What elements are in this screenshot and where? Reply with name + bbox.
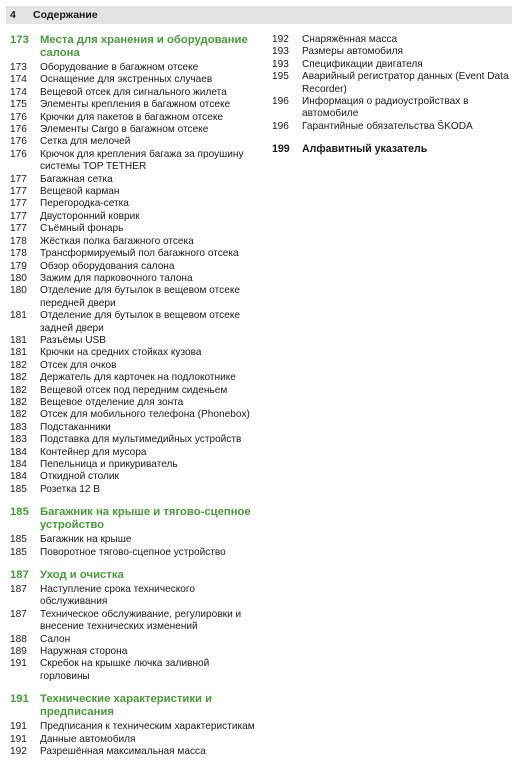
toc-entry[interactable] — [10, 646, 260, 658]
toc-gap — [10, 496, 260, 506]
toc-page-number: 177 — [10, 210, 27, 222]
toc-title: Контейнер для мусора — [40, 446, 147, 458]
toc-title: Данные автомобиля — [40, 733, 136, 745]
toc-entry[interactable] — [10, 547, 260, 559]
toc-page-number: 184 — [10, 446, 27, 458]
toc-title: Держатель для карточек на подлокотнике — [40, 372, 236, 384]
toc-page-number: 174 — [10, 74, 27, 86]
toc-page-number: 177 — [10, 223, 27, 235]
toc-entry[interactable] — [10, 409, 260, 421]
toc-entry[interactable] — [10, 136, 260, 148]
toc-entry[interactable] — [10, 198, 260, 210]
toc-page-number: 177 — [10, 198, 27, 210]
toc-page-number: 195 — [272, 71, 289, 83]
toc-entry[interactable] — [10, 248, 260, 260]
toc-page-number: 178 — [10, 248, 27, 260]
toc-entry[interactable] — [10, 534, 260, 546]
toc-entry[interactable] — [10, 746, 260, 758]
toc-entry[interactable] — [10, 484, 260, 496]
toc-title: Подставка для мультимедийных устройств — [40, 434, 242, 446]
toc-entry[interactable] — [10, 447, 260, 459]
toc-title: Отделение для бутылок в вещевом отсеке задней двери — [40, 310, 240, 334]
toc-page-number: 184 — [10, 471, 27, 483]
toc-section-heading[interactable] — [10, 693, 260, 719]
toc-page-number: 185 — [10, 534, 27, 546]
toc-page-number: 191 — [10, 658, 27, 670]
toc-title: Наступление срока технического обслуживания — [40, 584, 195, 608]
toc-page-number: 184 — [10, 459, 27, 470]
toc-page-number: 185 — [10, 546, 27, 558]
toc-entry[interactable] — [10, 174, 260, 186]
toc-title: Откидной столик — [40, 471, 119, 483]
toc-title: Съёмный фонарь — [40, 223, 124, 235]
toc-title: Наружная сторона — [40, 646, 128, 658]
toc-page-number: 173 — [10, 34, 29, 46]
toc-title: Багажная сетка — [40, 173, 113, 185]
toc-entry[interactable] — [10, 335, 260, 347]
page-number: 4 — [10, 9, 16, 21]
toc-gap — [10, 559, 260, 569]
toc-page-number: 179 — [10, 260, 27, 272]
toc-gap — [272, 133, 512, 143]
toc-title: Вещевое отделение для зонта — [40, 396, 184, 408]
toc-entry[interactable] — [10, 124, 260, 136]
toc-entry[interactable] — [272, 71, 512, 96]
toc-entry[interactable] — [10, 273, 260, 285]
toc-page-number: 182 — [10, 384, 27, 396]
toc-title: Отсек для мобильного телефона (Phonebox) — [40, 409, 250, 421]
toc-page-number: 185 — [10, 483, 27, 495]
toc-page-number: 188 — [10, 633, 27, 645]
toc-left-column — [10, 34, 260, 759]
toc-entry[interactable] — [10, 211, 260, 223]
toc-page-number: 177 — [10, 173, 27, 185]
toc-title: Размеры автомобиля — [302, 46, 403, 58]
toc-entry[interactable] — [10, 62, 260, 74]
toc-page-number: 183 — [10, 434, 27, 446]
toc-entry[interactable] — [10, 634, 260, 646]
toc-page-number: 176 — [10, 148, 27, 160]
toc-page-number: 174 — [10, 86, 27, 98]
toc-title: Вещевой отсек для сигнального жилета — [40, 86, 227, 98]
toc-entry[interactable] — [10, 236, 260, 248]
toc-page-number: 196 — [272, 120, 289, 132]
toc-entry[interactable] — [10, 471, 260, 483]
toc-page-number: 176 — [10, 136, 27, 148]
toc-page-number: 182 — [10, 409, 27, 421]
toc-page-number: 181 — [10, 334, 27, 346]
toc-entry[interactable] — [10, 609, 260, 634]
toc-title: Багажник на крыше и тягово-сцепное устройство — [40, 506, 251, 532]
toc-page-number: 193 — [272, 58, 289, 70]
toc-entry[interactable] — [10, 310, 260, 335]
toc-title: Багажник на крыше — [40, 534, 132, 546]
toc-entry[interactable] — [10, 285, 260, 310]
toc-page-number: 175 — [10, 99, 27, 111]
toc-entry[interactable] — [10, 459, 260, 471]
toc-page-number: 191 — [10, 733, 27, 745]
toc-title: Крючки для пакетов в багажном отсеке — [40, 111, 223, 123]
toc-entry[interactable] — [10, 422, 260, 434]
toc-entry[interactable] — [10, 372, 260, 384]
toc-page-number: 181 — [10, 347, 27, 359]
toc-title: Отсек для очков — [40, 359, 117, 371]
toc-title: Оснащение для экстренных случаев — [40, 74, 213, 86]
toc-page-number: 196 — [272, 96, 289, 108]
toc-title: Аварийный регистратор данных (Event Data Recorder) — [302, 71, 509, 95]
toc-entry[interactable] — [10, 397, 260, 409]
toc-title: Жёсткая полка багажного отсека — [40, 235, 194, 247]
toc-title: Разрешённая максимальная масса — [40, 746, 206, 758]
toc-entry[interactable] — [10, 584, 260, 609]
toc-entry[interactable] — [10, 261, 260, 273]
toc-title: Скребок на крышке лючка заливной горловины — [40, 658, 210, 682]
toc-title: Технические характеристики и предписания — [40, 693, 213, 719]
toc-page-number: 192 — [10, 746, 27, 758]
toc-title: Предписания к техническим характеристикам — [40, 721, 255, 733]
toc-section-heading[interactable] — [10, 569, 260, 582]
toc-title: Двусторонний коврик — [40, 210, 140, 222]
toc-title: Вещевой карман — [40, 186, 120, 198]
toc-page-number: 182 — [10, 396, 27, 408]
toc-title: Спецификации двигателя — [302, 58, 423, 70]
toc-page-number: 182 — [10, 372, 27, 384]
toc-section-heading[interactable] — [10, 34, 260, 60]
toc-entry[interactable] — [272, 96, 512, 121]
toc-title: Техническое обслуживание, регулировки и внесение технических изменений — [40, 608, 242, 633]
toc-page-number: 180 — [10, 272, 27, 284]
toc-entry[interactable] — [10, 87, 260, 99]
toc-page-number: 189 — [10, 646, 27, 658]
toc-title: Крючки на средних стойках кузова — [40, 347, 202, 359]
toc-title: Элементы крепления в багажном отсеке — [40, 99, 231, 111]
toc-right-column — [272, 34, 512, 158]
toc-page-number: 181 — [10, 310, 27, 322]
page-title: Содержание — [33, 9, 98, 21]
toc-page-number: 187 — [10, 569, 29, 582]
page-header — [6, 6, 512, 24]
toc-title: Салон — [40, 633, 71, 645]
toc-title: Снаряжённая масса — [302, 34, 398, 45]
toc-entry[interactable] — [10, 99, 260, 111]
toc-page-number: 199 — [272, 143, 290, 156]
toc-title: Перегородка-сетка — [40, 198, 129, 210]
toc-title: Зажим для парковочного талона — [40, 272, 193, 284]
toc-entry[interactable] — [272, 59, 512, 71]
toc-page-number: 187 — [10, 608, 27, 620]
toc-title: Пепельница и прикуриватель — [40, 459, 178, 470]
toc-title: Поворотное тягово-сцепное устройство — [40, 546, 226, 558]
toc-page-number: 173 — [10, 62, 27, 73]
toc-title: Информация о радиоустройствах в автомобиле — [302, 96, 469, 120]
toc-gap — [10, 683, 260, 693]
toc-entry[interactable] — [272, 121, 512, 133]
toc-title: Оборудование в багажном отсеке — [40, 62, 199, 73]
toc-title: Гарантийные обязательства ŠKODA — [302, 120, 473, 132]
toc-entry[interactable] — [272, 46, 512, 58]
toc-page-number: 192 — [272, 34, 289, 45]
toc-entry[interactable] — [10, 385, 260, 397]
toc-entry[interactable] — [10, 658, 260, 683]
toc-entry[interactable] — [10, 347, 260, 359]
toc-entry[interactable] — [10, 434, 260, 446]
toc-page-number: 191 — [10, 721, 27, 733]
toc-title: Трансформируемый пол багажного отсека — [40, 248, 239, 260]
toc-entry[interactable] — [10, 74, 260, 86]
toc-title: Крючок для крепления багажа за проушину системы TOP TETHER — [40, 148, 244, 173]
toc-page-number: 178 — [10, 235, 27, 247]
toc-page-number: 176 — [10, 124, 27, 136]
toc-page-number: 182 — [10, 359, 27, 371]
toc-section-heading[interactable] — [272, 143, 512, 156]
toc-entry[interactable] — [272, 34, 512, 46]
toc-page-number: 183 — [10, 421, 27, 433]
toc-page-number: 187 — [10, 584, 27, 596]
toc-title: Сетка для мелочей — [40, 136, 131, 148]
toc-page-number: 185 — [10, 506, 29, 519]
toc-title: Подстаканники — [40, 421, 111, 433]
toc-title: Уход и очистка — [40, 569, 124, 582]
toc-entry[interactable] — [10, 223, 260, 235]
toc-page-number: 180 — [10, 285, 27, 297]
toc-entry[interactable] — [10, 721, 260, 733]
toc-title: Разъёмы USB — [40, 334, 106, 346]
toc-title: Вещевой отсек под передним сиденьем — [40, 384, 228, 396]
toc-title: Алфавитный указатель — [302, 143, 428, 156]
toc-entry[interactable] — [10, 186, 260, 198]
toc-section-heading[interactable] — [10, 506, 260, 532]
toc-page-number: 191 — [10, 693, 29, 706]
toc-entry[interactable] — [10, 112, 260, 124]
toc-entry[interactable] — [10, 149, 260, 174]
toc-page-number: 193 — [272, 46, 289, 58]
toc-title: Розетка 12 В — [40, 483, 101, 495]
toc-entry[interactable] — [10, 360, 260, 372]
toc-page-number: 176 — [10, 111, 27, 123]
toc-title: Обзор оборудования салона — [40, 260, 175, 272]
toc-page-number: 177 — [10, 186, 27, 198]
toc-entry[interactable] — [10, 734, 260, 746]
toc-title: Места для хранения и оборудование салона — [40, 34, 248, 59]
toc-title: Элементы Cargo в багажном отсеке — [40, 124, 209, 136]
toc-title: Отделение для бутылок в вещевом отсеке передней двери — [40, 285, 240, 309]
